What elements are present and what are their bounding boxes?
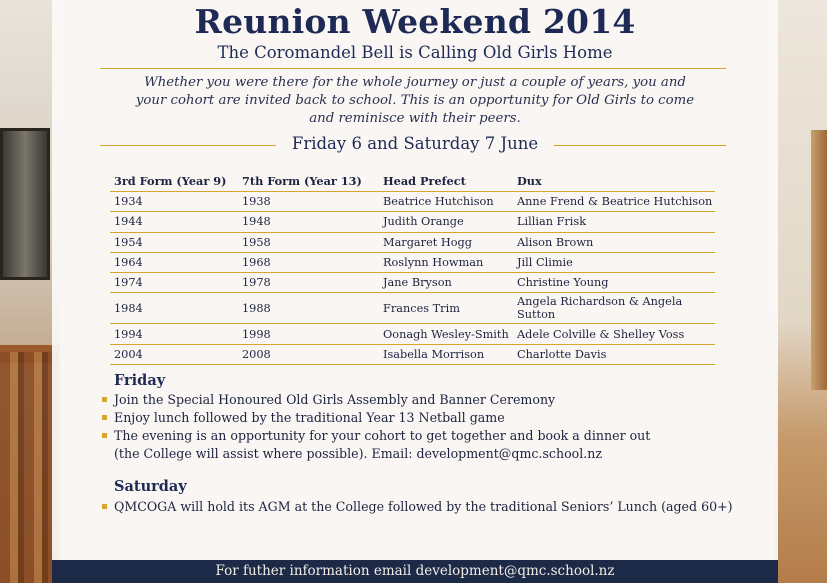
cell-dux: Adele Colville & Shelley Voss (513, 324, 715, 344)
bullet-square-icon (102, 415, 107, 420)
cell-head-prefect: Judith Orange (379, 212, 513, 232)
intro-line-1: Whether you were there for the whole journey or just a couple of years, you and (144, 75, 686, 90)
list-item (102, 427, 742, 445)
table-row (110, 293, 715, 324)
table-row (110, 232, 715, 252)
friday-item-text: Join the Special Honoured Old Girls Assembly and Banner Ceremony (114, 392, 556, 407)
friday-item-text: Enjoy lunch followed by the traditional Year 13 Netball game (114, 410, 505, 425)
col-header-year9: 3rd Form (Year 9) (110, 172, 238, 192)
cell-year13: 1968 (238, 252, 379, 272)
banister-spindles (0, 352, 60, 583)
saturday-list (102, 498, 742, 516)
cell-dux: Christine Young (513, 273, 715, 293)
cell-dux: Charlotte Davis (513, 344, 715, 364)
col-header-head-prefect: Head Prefect (379, 172, 513, 192)
cell-year9: 1954 (110, 232, 238, 252)
cell-year13: 1998 (238, 324, 379, 344)
cell-year13: 1988 (238, 293, 379, 324)
divider-date-right (554, 145, 726, 146)
friday-list (102, 391, 742, 463)
cell-dux: Lillian Frisk (513, 212, 715, 232)
cell-dux: Alison Brown (513, 232, 715, 252)
cell-dux: Jill Climie (513, 252, 715, 272)
cell-year13: 1978 (238, 273, 379, 293)
saturday-heading: Saturday (114, 478, 187, 495)
event-date: Friday 6 and Saturday 7 June (291, 134, 539, 153)
saturday-item-text: QMCOGA will hold its AGM at the College followed by the traditional Seniors’ Lunch (aged 60+) (114, 499, 733, 514)
bullet-square-icon (102, 433, 107, 438)
cohort-table (110, 172, 715, 365)
footer-bar (52, 560, 778, 583)
cell-head-prefect: Oonagh Wesley-Smith (379, 324, 513, 344)
friday-heading: Friday (114, 372, 166, 389)
table-row (110, 192, 715, 212)
cell-year13: 2008 (238, 344, 379, 364)
cell-head-prefect: Roslynn Howman (379, 252, 513, 272)
cell-year9: 1974 (110, 273, 238, 293)
background-photo-right (775, 0, 827, 583)
divider-top (100, 68, 726, 69)
cell-year13: 1938 (238, 192, 379, 212)
table-row (110, 252, 715, 272)
cell-year9: 2004 (110, 344, 238, 364)
cell-year9: 1984 (110, 293, 238, 324)
cell-year9: 1934 (110, 192, 238, 212)
friday-item-text: The evening is an opportunity for your cohort to get together and book a dinner out (114, 428, 651, 443)
intro-line-3: and reminisce with their peers. (309, 111, 521, 126)
intro-paragraph (112, 74, 718, 128)
content-panel (52, 0, 778, 560)
page-subtitle: The Coromandel Bell is Calling Old Girls Home (217, 43, 613, 62)
painting-image (0, 128, 50, 280)
friday-item-continuation: (the College will assist where possible). Email: development@qmc.school.nz (114, 446, 603, 461)
table-row (110, 324, 715, 344)
cell-head-prefect: Jane Bryson (379, 273, 513, 293)
cell-dux: Anne Frend & Beatrice Hutchison (513, 192, 715, 212)
table-row (110, 273, 715, 293)
col-header-year13: 7th Form (Year 13) (238, 172, 379, 192)
cell-year9: 1994 (110, 324, 238, 344)
cell-head-prefect: Isabella Morrison (379, 344, 513, 364)
footer-contact-text: For futher information email development@qmc.school.nz (215, 563, 615, 579)
col-header-dux: Dux (513, 172, 715, 192)
cell-head-prefect: Beatrice Hutchison (379, 192, 513, 212)
cell-dux: Angela Richardson & Angela Sutton (513, 293, 715, 324)
cell-head-prefect: Margaret Hogg (379, 232, 513, 252)
door-frame (811, 130, 827, 390)
table-row (110, 344, 715, 364)
table-row (110, 212, 715, 232)
cell-year9: 1944 (110, 212, 238, 232)
table-header-row (110, 172, 715, 192)
cell-head-prefect: Frances Trim (379, 293, 513, 324)
list-item (102, 498, 742, 516)
cell-year13: 1948 (238, 212, 379, 232)
page-title: Reunion Weekend 2014 (194, 2, 636, 41)
cell-year13: 1958 (238, 232, 379, 252)
background-photo-left (0, 0, 60, 583)
bullet-square-icon (102, 397, 107, 402)
list-item (102, 409, 742, 427)
cell-year9: 1964 (110, 252, 238, 272)
bullet-square-icon (102, 504, 107, 509)
intro-line-2: your cohort are invited back to school. This is an opportunity for Old Girls to come (135, 93, 695, 108)
list-item (102, 391, 742, 409)
